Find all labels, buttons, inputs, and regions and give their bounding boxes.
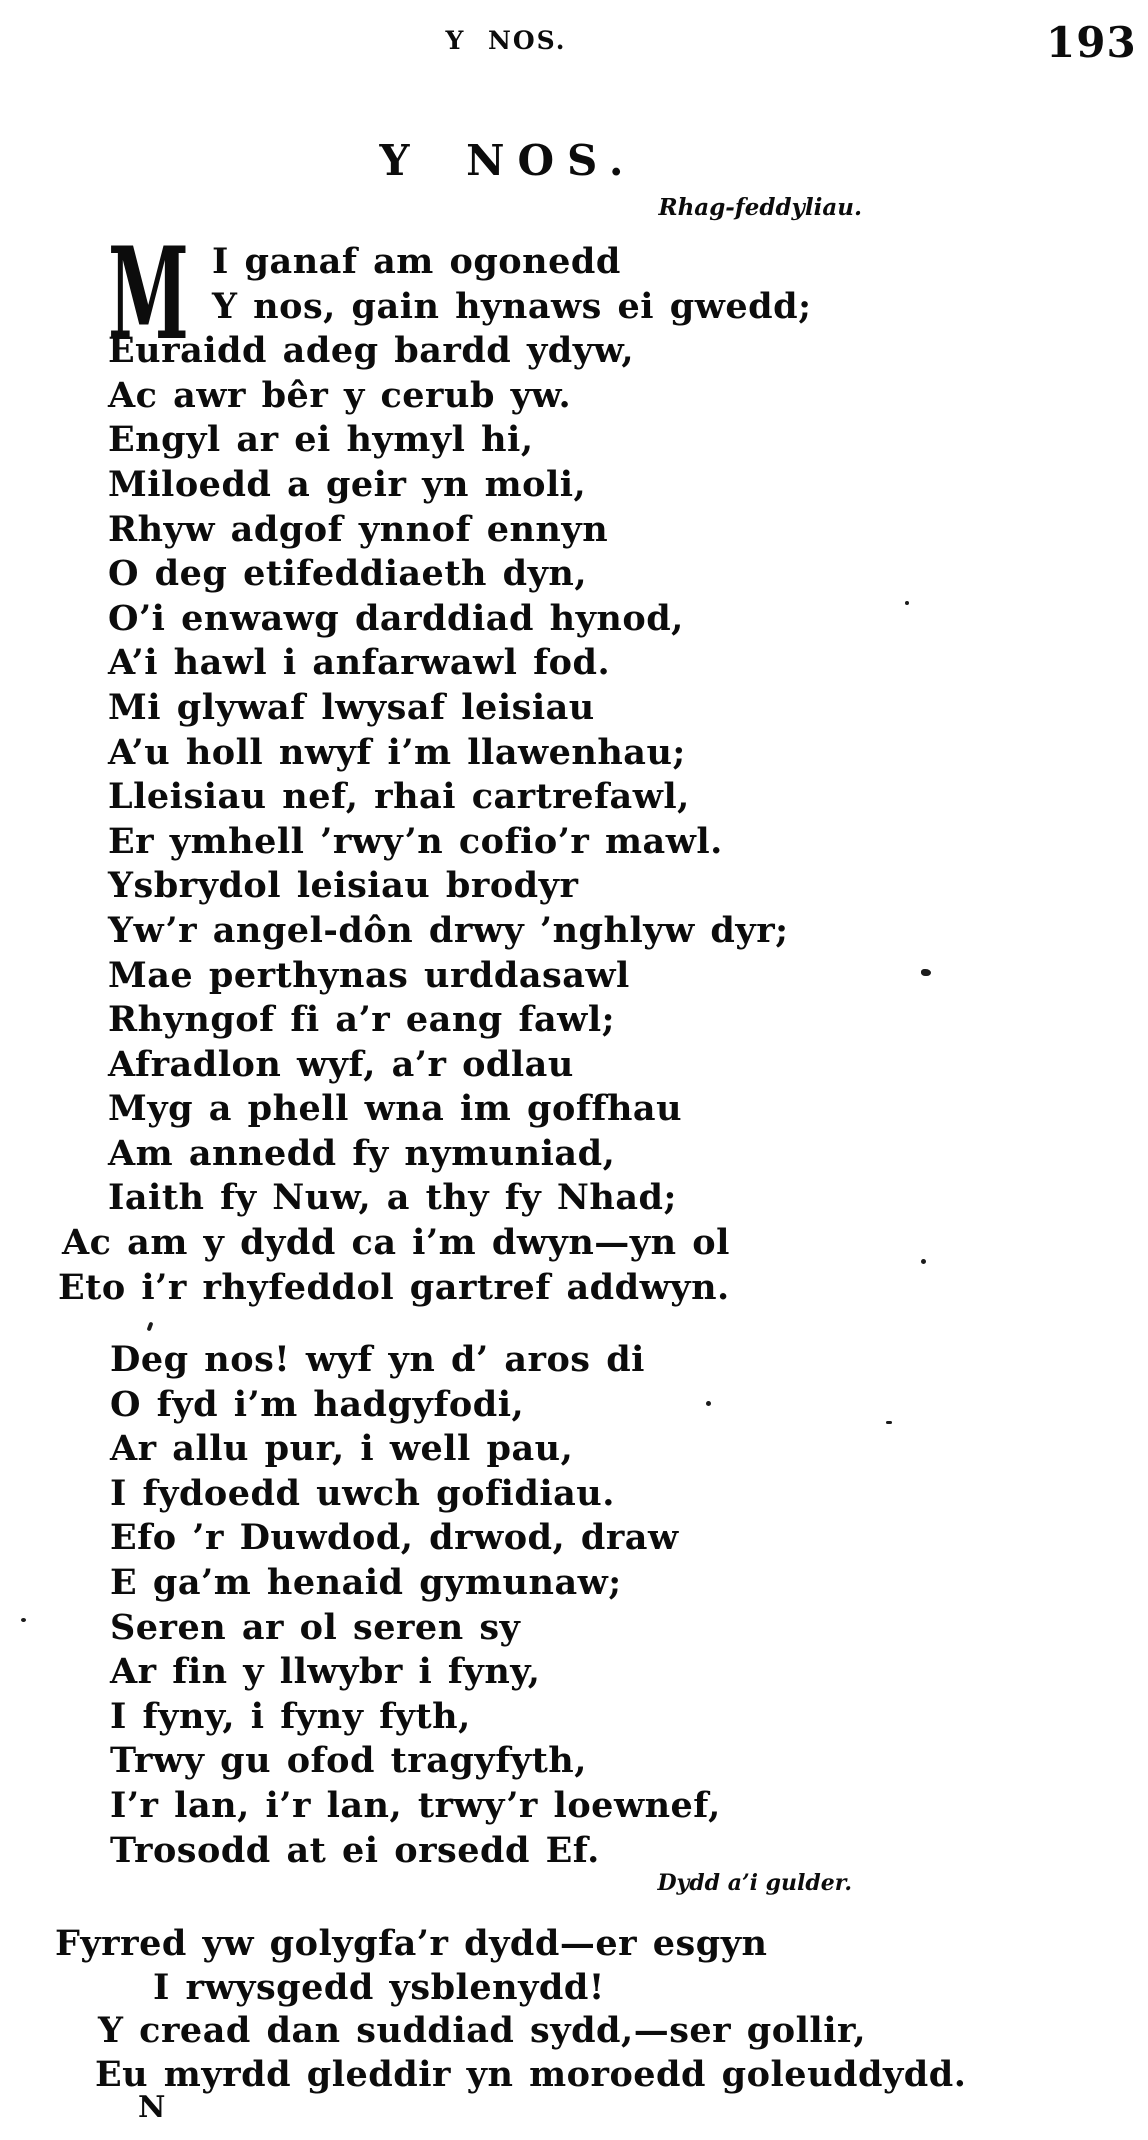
poem-line: Ar fin y llwybr i fyny, <box>110 1651 541 1693</box>
scan-speck <box>147 1322 154 1332</box>
scan-speck <box>921 969 931 976</box>
poem-line: Deg nos! wyf yn d’ aros di <box>110 1339 645 1380</box>
poem-line: Ysbrydol leisiau brodyr <box>108 865 579 907</box>
poem-line: I rwysgedd ysblenydd! <box>153 1966 605 2008</box>
poem-line: Rhyw adgof ynnof ennyn <box>108 508 609 550</box>
poem-line: O’i enwawg darddiad hynod, <box>108 597 684 639</box>
poem-line: Y nos, gain hynaws ei gwedd; <box>212 285 812 327</box>
poem-line: Trosodd at ei orsedd Ef. <box>110 1829 600 1871</box>
poem-line: I fydoedd uwch gofidiau. <box>110 1472 615 1514</box>
page-number: 193 <box>1046 18 1137 67</box>
section-note-dydd: Dydd a’i gulder. <box>657 1870 852 1896</box>
scan-speck <box>886 1421 892 1424</box>
poem-line: Eto i’r rhyfeddol gartref addwyn. <box>58 1266 730 1308</box>
stanza-1 <box>58 220 812 1310</box>
signature-mark: N <box>138 2090 166 2125</box>
poem-line: Ac awr bêr y cerub yw. <box>108 374 572 416</box>
poem-line: Miloedd a geir yn moli, <box>108 463 587 505</box>
poem-line: Trwy gu ofod tragyfyth, <box>110 1740 587 1782</box>
poem-line: Seren ar ol seren sy <box>110 1606 521 1648</box>
poem-line: A’u holl nwyf i’m llawenhau; <box>108 731 686 773</box>
poem-line: Iaith fy Nuw, a thy fy Nhad; <box>108 1177 677 1219</box>
poem-line: Myg a phell wna im goffhau <box>108 1088 683 1130</box>
poem-line: A’i hawl i anfarwawl fod. <box>108 642 611 684</box>
poem-line: Yw’r angel-dôn drwy ’nghlyw dyr; <box>108 909 789 951</box>
poem-line: Efo ’r Duwdod, drwod, draw <box>110 1517 679 1559</box>
poem-line: Lleisiau nef, rhai cartrefawl, <box>108 776 690 818</box>
scan-speck <box>905 601 909 605</box>
poem-line: Rhyngof fi a’r eang fawl; <box>108 999 616 1041</box>
poem-line: Engyl ar ei hymyl hi, <box>108 419 534 461</box>
scan-speck <box>21 1618 26 1622</box>
poem-line: Ar allu pur, i well pau, <box>110 1428 574 1470</box>
poem-line: Euraidd adeg bardd ydyw, <box>108 330 635 372</box>
poem-line: Am annedd fy nymuniad, <box>108 1132 616 1174</box>
section-note-rhagfeddyliau: Rhag-feddyliau. <box>658 194 862 221</box>
poem-line: E ga’m henaid gymunaw; <box>110 1561 622 1603</box>
poem-line: Ac am y dydd ca i’m dwyn—yn ol <box>62 1222 730 1264</box>
stanza-2 <box>110 1338 721 1873</box>
poem-line: I ganaf am ogonedd <box>212 241 621 282</box>
poem-line: Mae perthynas urddasawl <box>108 954 630 996</box>
poem-line: I’r lan, i’r lan, trwy’r loewnef, <box>110 1784 721 1826</box>
drop-cap: M <box>108 220 189 368</box>
stanza-3 <box>55 1922 967 2096</box>
scan-speck <box>921 1259 926 1264</box>
poem-line: Y cread dan suddiad sydd,—ser gollir, <box>98 2010 867 2051</box>
poem-line: Mi glywaf lwysaf leisiau <box>108 686 595 728</box>
poem-line: Fyrred yw golygfa’r dydd—er esgyn <box>55 1923 768 1964</box>
poem-line: Eu myrdd gleddir yn moroedd goleuddydd. <box>95 2053 967 2095</box>
poem-line: O deg etifeddiaeth dyn, <box>108 553 588 595</box>
running-header: Y NOS. <box>445 26 567 55</box>
poem-line: Er ymhell ’rwy’n cofio’r mawl. <box>108 820 723 862</box>
poem-line: I fyny, i fyny fyth, <box>110 1695 471 1737</box>
poem-line: O fyd i’m hadgyfodi, <box>110 1383 525 1425</box>
poem-line: Afradlon wyf, a’r odlau <box>108 1043 574 1085</box>
poem-title: Y NOS. <box>379 136 637 185</box>
scan-speck <box>706 1401 711 1406</box>
